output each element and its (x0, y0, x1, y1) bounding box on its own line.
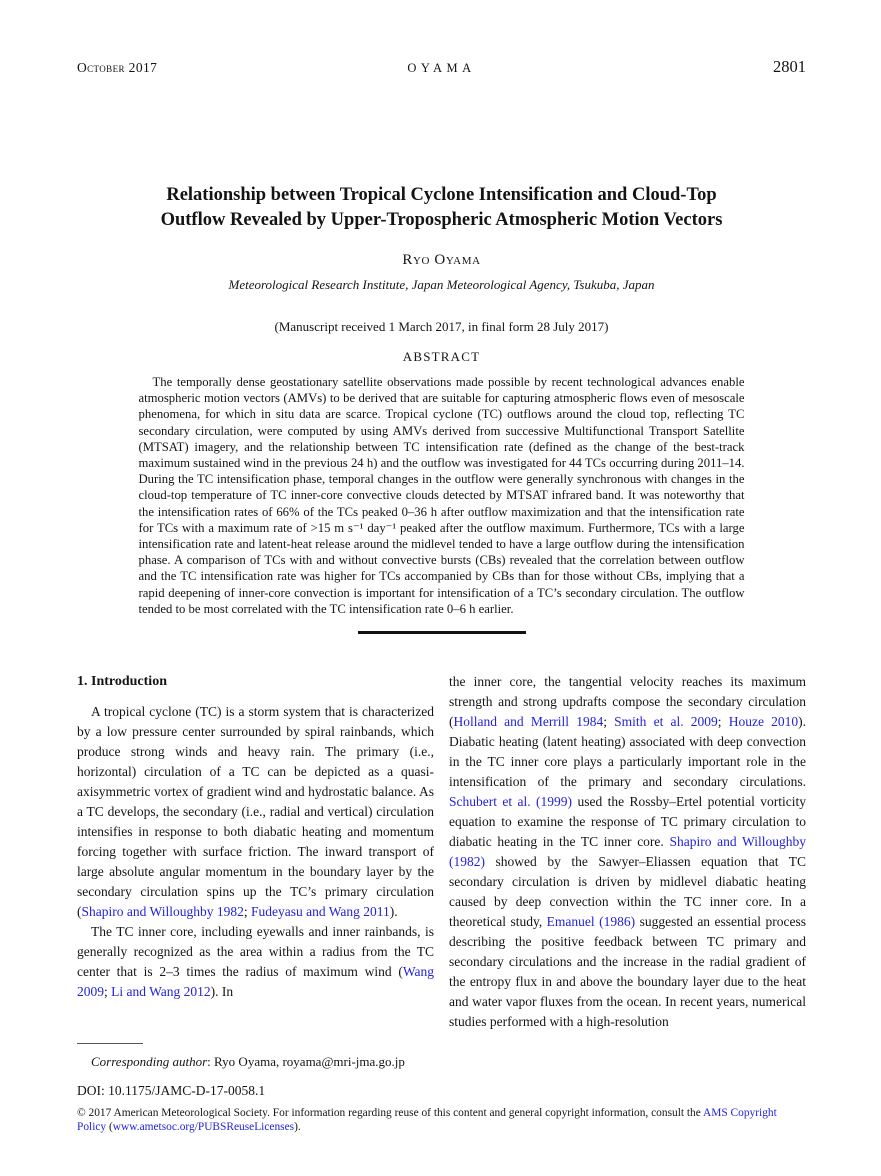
citation-link[interactable]: Emanuel (1986) (546, 913, 636, 929)
abstract-heading: ABSTRACT (402, 349, 481, 364)
text-segment: : Ryo Oyama, royama@mri-jma.go.jp (207, 1053, 405, 1069)
text-segment: used the Rossby–Ertel potential vorticity equation to examine the response of TC primary circulation to diabatic heating in the TC inner core. (449, 793, 807, 849)
author-name: Ryo Oyama (402, 252, 481, 268)
author-affiliation: Meteorological Research Institute, Japan Meteorological Agency, Tsukuba, Japan (228, 277, 655, 292)
text-segment: The TC inner core, including eyewalls and inner rainbands, is generally recognized as the area within a radius from the TC center that is 2–3 times the radius of maximum wind ( (77, 923, 434, 979)
running-author: OYAMA (407, 61, 476, 75)
citation-link[interactable]: Houze 2010 (728, 713, 799, 729)
citation-link[interactable]: www.ametsoc.org/PUBSReuseLicenses (112, 1121, 295, 1134)
citation-link[interactable]: Li and Wang 2012 (111, 983, 211, 999)
manuscript-history: (Manuscript received 1 March 2017, in final form 28 July 2017) (274, 319, 609, 334)
text-segment: suggested an essential process describing the positive feedback between TC primary and secondary circulations and the increase in the radial gradient of the entropy flux in and above the boundary layer due to the heat and water vapor fluxes from the ocean. In recent years, numerical studies performed with a high-resolution (449, 913, 806, 1029)
corresponding-author-footnote (77, 1043, 434, 1070)
citation-link[interactable]: Shapiro and Willoughby 1982 (81, 903, 244, 919)
text-segment: ; (104, 983, 112, 999)
page-number: 2801 (773, 57, 806, 76)
text-segment: © 2017 American Meteorological Society. For information regarding reuse of this content and general copyright information, consult the (77, 1106, 704, 1119)
copyright-notice (77, 1106, 806, 1135)
running-header (77, 57, 806, 77)
abstract-text: The temporally dense geostationary satellite observations made possible by recent technological advances enable atmospheric motion vectors (AMVs) to be derived that are suitable for capturing atmospheric flows even of mesoscale phenomena, for which in situ data are scarce. Tropical cyclone (TC) outflows around the cloud top, reflecting TC secondary circulation, were computed by using AMVs derived from successive Multifunctional Transport Satellite (MTSAT) imagery, and the relationship between TC intensification rate (defined as the change of the best-track maximum sustained wind in the previous 24 h) and the outflow was investigated for 44 TCs occurring during 2011–14. During the TC intensification phase, temporal changes in the outflow were generally synchronous with changes in the cloud-top temperature of TC inner-core convective clouds detected by MTSAT infrared band. It was noteworthy that the intensification rates of 66% of the TCs peaked 0–36 h after outflow maximization and that the intensification rate for TCs with a maximum rate of >15 m s⁻¹ day⁻¹ peaked after the outflow maximum. Furthermore, TCs with a large intensification rate and latent-heat release around the midlevel tended to have a large outflow during the intensification phase. A comparison of TCs with and without convective bursts (CBs) revealed that the correlation between outflow and the TC intensification rate was higher for TCs accompanied by CBs than for those without CBs, implying that a rapid deepening of inner-core convection is important for intensification of a TC’s secondary circulation. The outflow tended to be most correlated with the TC intensification rate 0–6 h earlier. (138, 375, 745, 616)
text-segment: ). In (210, 983, 234, 999)
section-separator-rule (358, 631, 526, 634)
citation-link[interactable]: Smith et al. 2009 (614, 713, 718, 729)
text-segment: Corresponding author (91, 1053, 208, 1069)
citation-link[interactable]: Schubert et al. (1999) (449, 793, 573, 809)
doi-line: DOI: 10.1175/JAMC-D-17-0058.1 (77, 1082, 266, 1098)
text-segment: ( (106, 1121, 113, 1134)
paper-title-line-1: Relationship between Tropical Cyclone Intensification and Cloud-Top (166, 185, 717, 205)
text-segment: ). (294, 1121, 301, 1134)
text-segment: A tropical cyclone (TC) is a storm system that is characterized by a low pressure center surrounded by spiral rainbands, which produce strong winds and heavy rain. The primary (i.e., horizontal) circulation of a TC can be depicted as a quasi-axisymmetric vortex of gradient wind and hydrostatic balance. As a TC develops, the secondary (i.e., radial and vertical) circulation intensifies in response to both diabatic heating and momentum forcing together with surface friction. The inward transport of large absolute angular momentum in the boundary layer by the secondary circulation spins up the TC’s primary circulation ( (77, 703, 434, 919)
corresponding-author-text (77, 1053, 434, 1070)
issue-date: October 2017 (77, 60, 158, 75)
text-segment: ; (603, 713, 615, 729)
body-columns (77, 672, 806, 1070)
text-segment: the inner core, the tangential velocity reaches its maximum strength and strong updrafts compose the secondary circulation ( (449, 673, 806, 729)
citation-link[interactable]: Holland and Merrill 1984 (453, 713, 604, 729)
intro-paragraph-3 (449, 672, 806, 1032)
section-heading-introduction: 1. Introduction (77, 673, 167, 689)
text-segment: ). Diabatic heating (latent heating) associated with deep convection in the TC inner core plays a particularly important role in the intensification of the primary and secondary circulations. (449, 713, 806, 789)
citation-link[interactable]: Shapiro and Willoughby (1982) (449, 833, 806, 869)
right-column (449, 672, 806, 1070)
intro-paragraph-1 (77, 702, 434, 922)
text-segment: ; (243, 903, 251, 919)
text-segment: ; (717, 713, 729, 729)
text-segment: ). (389, 903, 398, 919)
paper-title (77, 183, 806, 233)
left-column (77, 672, 434, 1070)
intro-paragraph-2 (77, 922, 434, 1002)
footnote-rule (77, 1043, 143, 1044)
text-segment: showed by the Sawyer–Eliassen equation that TC secondary circulation is driven by midlevel diabatic heating caused by deep convection within the TC inner core. In a theoretical study, (449, 853, 806, 929)
paper-title-line-2: Outflow Revealed by Upper-Tropospheric Atmospheric Motion Vectors (160, 210, 723, 230)
citation-link[interactable]: AMS Copyright Policy (77, 1106, 777, 1134)
citation-link[interactable]: Wang 2009 (77, 963, 434, 999)
citation-link[interactable]: Fudeyasu and Wang 2011 (250, 903, 390, 919)
